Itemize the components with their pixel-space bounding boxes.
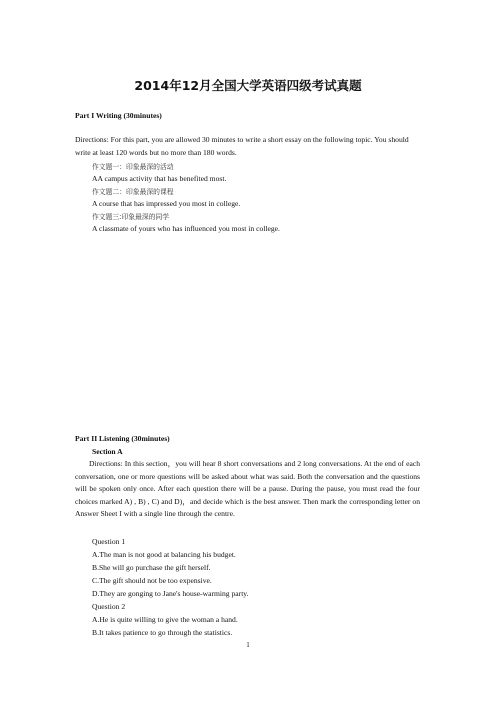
question1-option-b: B.She will go purchase the gift herself.: [92, 563, 211, 572]
section-a-heading: Section A: [92, 447, 123, 456]
part1-directions: Directions: For this part, you are allowed 30 minutes to write a short essay on the following topic. You should write at least 120 words but no more than 180 words.: [75, 135, 409, 157]
question2-label: Question 2: [92, 602, 126, 611]
question1-option-c: C.The gift should not be too expensive.: [92, 576, 212, 585]
topic2-en: A course that has impressed you most in college.: [92, 199, 241, 208]
page-number: 1: [246, 641, 250, 649]
document-title: 2014年12月全国大学英语四级考试真题: [134, 78, 362, 93]
topic1-en: AA campus activity that has benefited most.: [92, 174, 227, 183]
part2-heading: Part II Listening (30minutes): [75, 434, 170, 443]
question2-option-a: A.He is quite willing to give the woman a hand.: [92, 615, 238, 624]
part1-heading: Part I Writing (30minutes): [75, 111, 162, 120]
topic1-cn: 作文题一：印象最深的活动: [92, 163, 174, 171]
topic3-en: A classmate of yours who has influenced you most in college.: [92, 224, 280, 233]
question2-option-b: B.It takes patience to go through the statistics.: [92, 628, 233, 637]
question1-label: Question 1: [92, 537, 126, 546]
question1-option-a: A.The man is not good at balancing his budget.: [92, 550, 236, 559]
topic2-cn: 作文题二：印象最深的课程: [92, 188, 174, 196]
part2-directions: Directions: In this section，you will hear 8 short conversations and 2 long conversations. At the end of each conversation, one or more questions will be asked about what was said. Both the conversation and the questions will be spoken only once. After each question there will be a pause. During the pause, you must read the four choices marked A) , B) , C) and D)，and decide which is the best answer. Then mark the corresponding letter on Answer Sheet I with a single line through the centre.: [75, 459, 420, 519]
question1-option-d: D.They are gonging to Jane's house-warming party.: [92, 589, 249, 598]
topic3-cn: 作文题三:印象最深的同学: [92, 213, 170, 221]
